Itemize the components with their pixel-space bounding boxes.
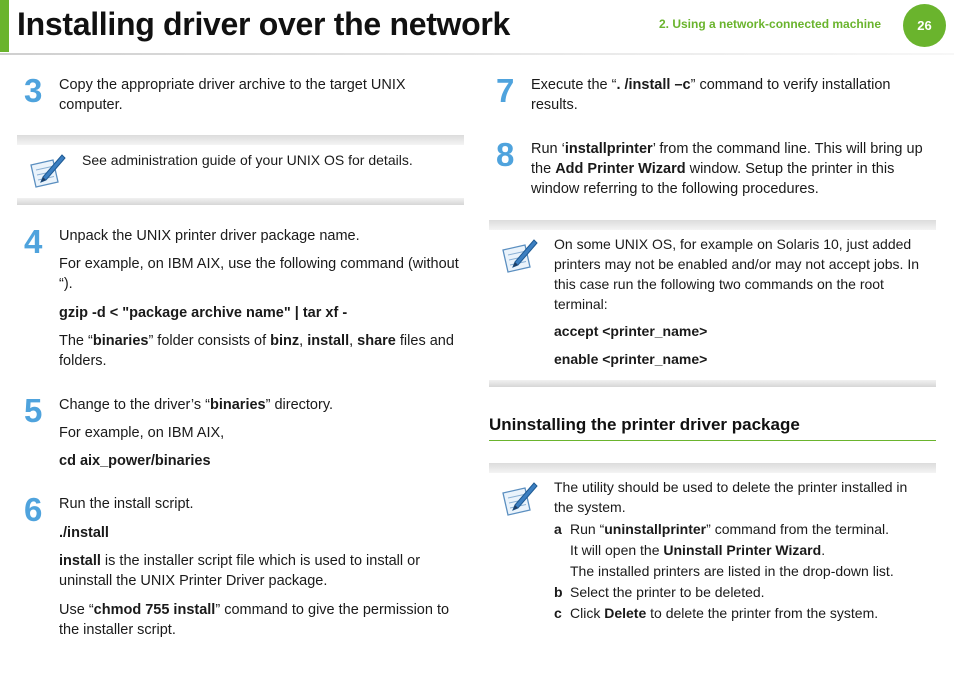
note-2-command-enable: enable <printer_name>	[554, 351, 708, 367]
step-3-text: Copy the appropriate driver archive to the target UNIX computer.	[59, 77, 406, 113]
breadcrumb[interactable]: 2. Using a network-connected machine	[659, 17, 882, 31]
note-pencil-icon	[499, 479, 539, 519]
list-item: c Click Delete to delete the printer from the system.	[554, 605, 879, 621]
step-5-command: cd aix_power/binaries	[59, 453, 211, 469]
note-3-text: The utility should be used to delete the printer installed in the system.	[554, 479, 908, 515]
note-2-text: On some UNIX OS, for example on Solaris 10, just added printers may not be enabled and/or may not accept jobs. In this case run the following two commands on the root terminal:	[554, 236, 919, 312]
step-5-example: For example, on IBM AIX,	[59, 425, 225, 441]
step-6-install-desc: install is the installer script file which is used to install or uninstall the UNIX Printer Driver package.	[59, 553, 421, 589]
step-6-text: Run the install script.	[59, 496, 194, 512]
step-7-text: Execute the “. /install –c” command to verify installation results.	[531, 77, 891, 113]
section-underline	[489, 440, 936, 441]
step-number-7: 7	[496, 72, 515, 109]
step-6-command: ./install	[59, 525, 109, 541]
step-5-text: Change to the driver’s “binaries” directory.	[59, 397, 334, 413]
step-number-5: 5	[24, 392, 43, 429]
step-number-8: 8	[496, 136, 515, 173]
list-item: a Run “uninstallprinter” command from the terminal. It will open the Uninstall Printer Wizard. The installed printers are listed in the drop-down list.	[554, 521, 894, 579]
step-6-chmod-desc: Use “chmod 755 install” command to give the permission to the installer script.	[59, 602, 450, 638]
note-2-command-accept: accept <printer_name>	[554, 323, 708, 339]
step-number-6: 6	[24, 491, 43, 528]
step-4-command: gzip -d < "package archive name" | tar xf -	[59, 305, 348, 321]
page-title: Installing driver over the network	[17, 6, 511, 42]
note-box-3	[489, 463, 936, 633]
note-pencil-icon	[27, 151, 67, 191]
step-8-text: Run ‘installprinter’ from the command line. This will bring up the Add Printer Wizard window. Setup the printer in this window referring to the following procedures.	[531, 141, 923, 197]
list-item: b Select the printer to be deleted.	[554, 584, 765, 600]
header-divider	[0, 53, 954, 55]
step-4-text: Unpack the UNIX printer driver package name.	[59, 228, 360, 244]
accent-bar	[0, 0, 9, 52]
step-number-3: 3	[24, 72, 43, 109]
note-box-2	[489, 220, 936, 387]
note-pencil-icon	[499, 236, 539, 276]
step-number-4: 4	[24, 223, 43, 260]
section-title: Uninstalling the printer driver package	[489, 415, 800, 434]
page-number-badge: 26	[903, 4, 946, 47]
note-box-1	[17, 135, 464, 205]
note-1-text: See administration guide of your UNIX OS for details.	[82, 152, 413, 168]
step-4-folder-desc: The “binaries” folder consists of binz, install, share files and folders.	[59, 333, 454, 369]
step-4-example: For example, on IBM AIX, use the following command (without “).	[59, 256, 459, 292]
